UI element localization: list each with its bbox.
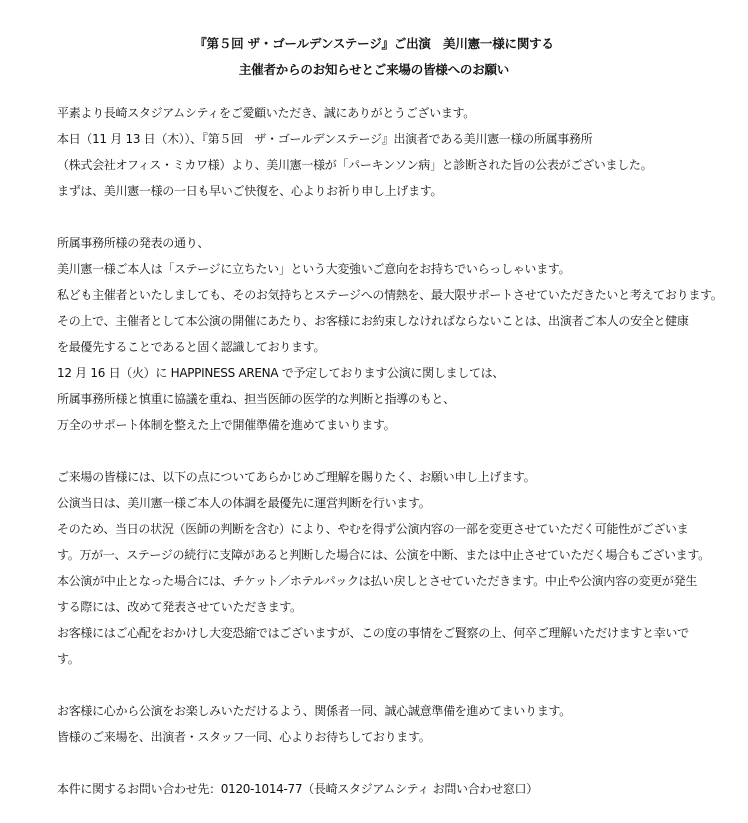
paragraph-closing: [57, 698, 737, 750]
document-title: [0, 31, 748, 83]
text-line: す。: [57, 652, 80, 666]
text-line: お客様にはご心配をおかけし大変恐縮ではございますが、この度の事情をご賢察の上、何卒ご理解いただけますと幸いで: [57, 626, 689, 640]
text-line: 皆様のご来場を、出演者・スタッフ一同、心よりお待ちしております。: [57, 730, 431, 744]
text-line: 美川憲一様ご本人は「ステージに立ちたい」という大変強いご意向をお持ちでいらっしゃいます。: [57, 262, 571, 276]
document-body: [57, 100, 737, 802]
text-line: 万全のサポート体制を整えた上で開催準備を進めてまいります。: [57, 418, 396, 432]
paragraph-contact: [57, 776, 737, 802]
paragraph-audience-request: [57, 464, 737, 672]
text-line: お客様に心から公演をお楽しみいただけるよう、関係者一同、誠心誠意準備を進めてまいります。: [57, 704, 571, 718]
text-line: その上で、主催者として本公演の開催にあたり、お客様にお約束しなければならないことは、出演者ご本人の安全と健康: [57, 314, 689, 328]
text-line: 公演当日は、美川憲一様ご本人の体調を最優先に運営判断を行います。: [57, 496, 431, 510]
paragraph-spacer: [57, 204, 737, 230]
paragraph-spacer: [57, 750, 737, 776]
text-line: 平素より長崎スタジアムシティをご愛顧いただき、誠にありがとうございます。: [57, 106, 475, 120]
text-line: 所属事務所様と慎重に協議を重ね、担当医師の医学的な判断と指導のもと、: [57, 392, 455, 406]
text-line: を最優先することであると固く認識しております。: [57, 340, 326, 354]
text-line: す。万が一、ステージの続行に支障があると判断した場合には、公演を中断、または中止させていただく場合もございます。: [57, 548, 710, 562]
text-line: まずは、美川憲一様の一日も早いご快復を、心よりお祈り申し上げます。: [57, 184, 443, 198]
text-line: ご来場の皆様には、以下の点についてあらかじめご理解を賜りたく、お願い申し上げます。: [57, 470, 536, 484]
text-line: そのため、当日の状況（医師の判断を含む）により、やむを得ず公演内容の一部を変更させていただく可能性がございま: [57, 522, 689, 536]
text-line: 本公演が中止となった場合には、チケット／ホテルパックは払い戻しとさせていただきます。中止や公演内容の変更が発生: [57, 574, 698, 588]
text-line: 所属事務所様の発表の通り、: [57, 236, 210, 250]
contact-info: 本件に関するお問い合わせ先：0120-1014-77（長崎スタジアムシティ お問い合わせ窓口）: [57, 782, 538, 796]
text-line: （株式会社オフィス・ミカワ様）より、美川憲一様が「パーキンソン病」と診断された旨の公表がございました。: [57, 158, 653, 172]
paragraph-greeting: [57, 100, 737, 204]
title-line-2: 主催者からのお知らせとご来場の皆様へのお願い: [238, 62, 510, 77]
paragraph-organizer-statement: [57, 230, 737, 438]
text-line: 本日（11 月 13 日（木））、『第５回 ザ・ゴールデンステージ』出演者である美川憲一様の所属事務所: [57, 132, 593, 146]
paragraph-spacer: [57, 672, 737, 698]
title-line-1: 『第５回 ザ・ゴールデンステージ』ご出演 美川憲一様に関する: [194, 36, 554, 51]
text-line: 私ども主催者といたしましても、そのお気持ちとステージへの情熱を、最大限サポートさせていただきたいと考えております。: [57, 288, 723, 302]
text-line: する際には、改めて発表させていただきます。: [57, 600, 302, 614]
text-line: 12 月 16 日（火）に HAPPINESS ARENA で予定しております公演に関しましては、: [57, 366, 505, 380]
paragraph-spacer: [57, 438, 737, 464]
